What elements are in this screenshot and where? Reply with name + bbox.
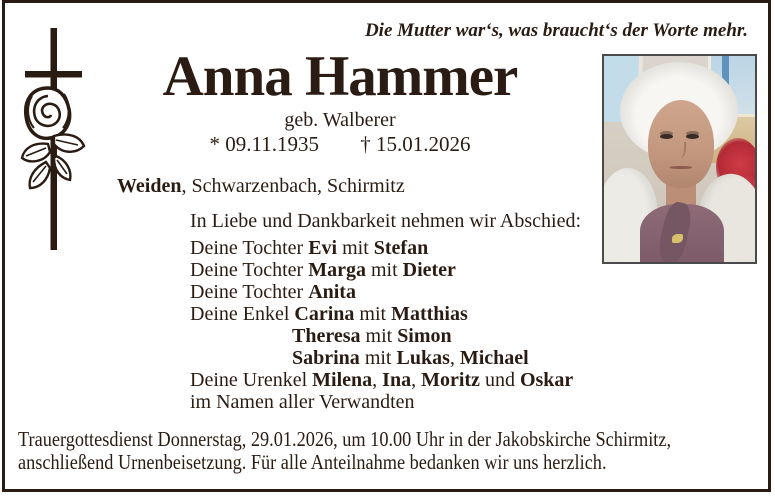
family-line-daughter-marga: Deine Tochter Marga mit Dieter (190, 259, 456, 281)
life-dates (115, 132, 565, 157)
photo-face (648, 100, 714, 188)
deceased-name: Anna Hammer (162, 45, 518, 108)
portrait-photo (602, 54, 757, 264)
maiden-name: geb. Walberer (284, 109, 396, 131)
service-info (18, 428, 775, 474)
photo-nose (676, 142, 686, 158)
birth-star-icon: * (209, 132, 220, 156)
family-line-daughter-evi: Deine Tochter Evi mit Stefan (190, 237, 429, 259)
places-line: Weiden, Schwarzenbach, Schirmitz (117, 175, 405, 197)
service-line-2: anschließend Urnenbeisetzung. Für alle Anteilnahme bedanken wir uns herzlich. (18, 450, 607, 474)
family-line-grandchild-carina: Deine Enkel Carina mit Matthias (190, 303, 468, 325)
family-line-relatives: im Namen aller Verwandten (190, 391, 415, 413)
death-cross-icon: † (360, 132, 371, 156)
cross-with-rose-icon (18, 24, 90, 256)
farewell-intro: In Liebe und Dankbarkeit nehmen wir Abschied: (190, 210, 581, 232)
memorial-quote: Die Mutter war‘s, was braucht‘s der Worte mehr. (364, 20, 748, 41)
family-line-grandchild-theresa: Theresa mit Simon (292, 325, 452, 347)
photo-eye-right (686, 134, 699, 139)
death-date-group (360, 132, 470, 156)
photo-mouth (670, 166, 692, 169)
family-line-grandchild-sabrina: Sabrina mit Lukas, Michael (292, 347, 529, 369)
death-date: 15.01.2026 (375, 132, 471, 156)
service-line-1: Trauergottesdienst Donnerstag, 29.01.2026, um 10.00 Uhr in der Jakobskirche Schirmitz, (18, 427, 672, 451)
photo-eye-left (660, 134, 673, 139)
photo-brooch (672, 234, 683, 243)
birth-date: 09.11.1935 (225, 132, 319, 156)
family-line-daughter-anita: Deine Tochter Anita (190, 281, 356, 303)
farewell-block (190, 210, 581, 413)
family-line-great-grandchildren: Deine Urenkel Milena, Ina, Moritz und Oskar (190, 369, 574, 391)
birth-date-group (210, 132, 319, 156)
